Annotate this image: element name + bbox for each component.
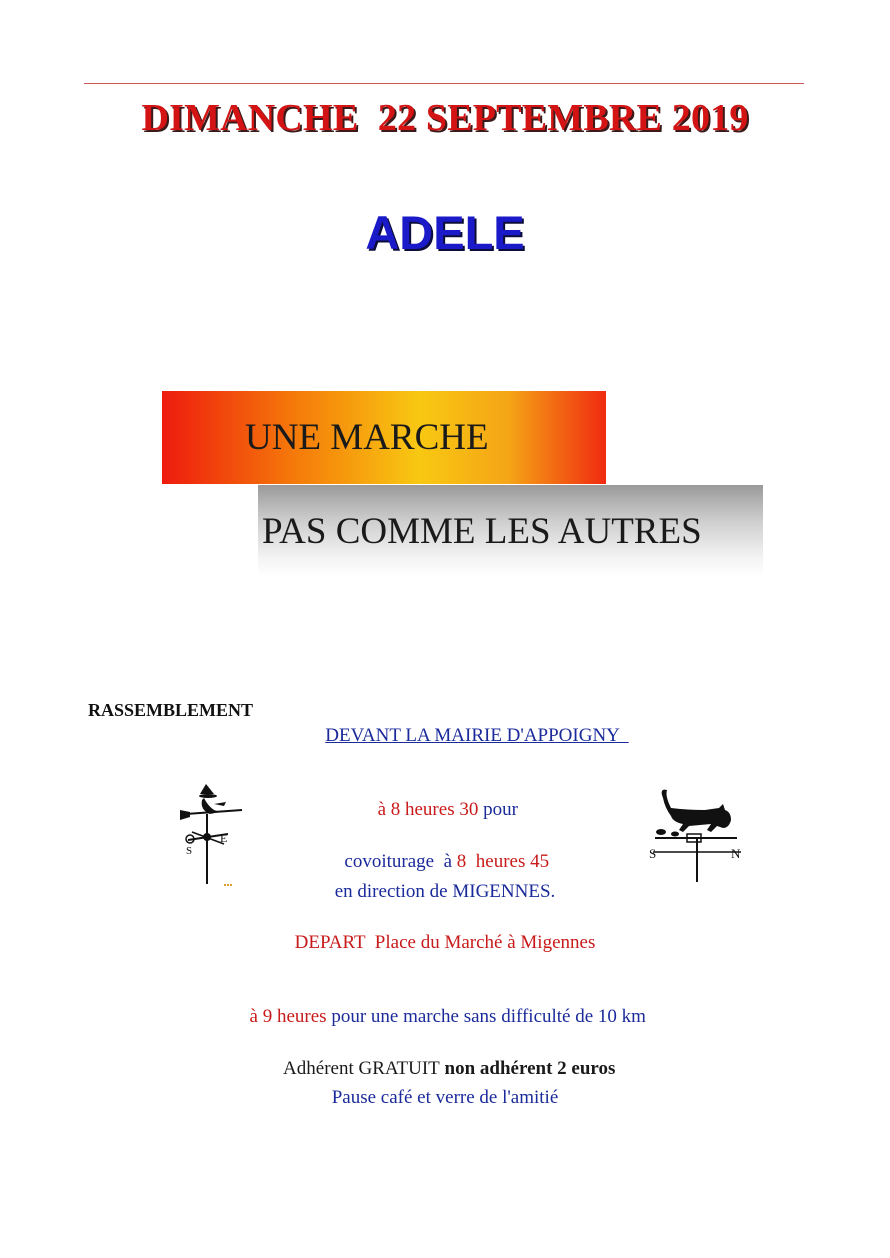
carpool-time: 8 heures 45 — [456, 851, 550, 872]
svg-text:S: S — [186, 845, 193, 857]
member-label: Adhérent — [283, 1058, 359, 1079]
banner-line-2: PAS COMME LES AUTRES — [262, 511, 702, 552]
meeting-location: DEVANT LA MAIRIE D'APPOIGNY — [325, 725, 629, 746]
carpool-label: covoiturage à — [344, 851, 457, 872]
svg-text:S: S — [649, 846, 657, 861]
start-time: à 9 heures — [249, 1006, 327, 1027]
svg-text:N: N — [731, 846, 741, 861]
event-date: DIMANCHE 22 SEPTEMBRE 2019 — [141, 97, 749, 139]
witch-weathervane-icon — [178, 780, 250, 892]
cat-weathervane-icon — [645, 786, 745, 884]
gathering-label: RASSEMBLEMENT — [88, 700, 254, 720]
meeting-time-suffix: pour — [478, 799, 518, 820]
walk-line — [0, 984, 888, 1028]
top-rule — [84, 83, 804, 84]
walk-description: pour une marche sans difficulté de 10 km — [326, 1006, 646, 1027]
member-price: GRATUIT — [358, 1058, 440, 1079]
svg-text:E: E — [220, 831, 228, 845]
nonmember-price: non adhérent 2 euros — [439, 1058, 616, 1079]
direction-line: en direction de MIGENNES. — [334, 881, 556, 902]
meeting-time: à 8 heures 30 — [377, 799, 479, 820]
carpool-line — [0, 829, 887, 873]
closing-line: Pause café et verre de l'amitié — [331, 1087, 559, 1108]
meeting-time-line — [0, 777, 888, 821]
organization-name: ADELE — [365, 206, 525, 259]
banner-line-1: UNE MARCHE — [245, 417, 489, 458]
departure-line: DEPART Place du Marché à Migennes — [294, 932, 596, 953]
price-line — [0, 1036, 890, 1080]
